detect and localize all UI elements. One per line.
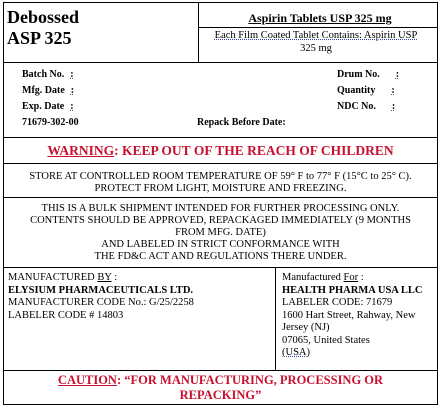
manufacturer-labeler-code: LABELER CODE # 14803 [8,309,124,321]
caution-line-1 [4,373,437,388]
product-name-rule [198,27,437,28]
mfg-date-label: Mfg. Date [22,85,65,96]
ndc-field [337,101,395,112]
distributor-address-4: (USA) [282,347,310,358]
mfg-date-value: : [70,85,75,96]
bulk-rule [4,267,437,268]
exp-date-field [22,101,74,112]
manufacturer-code: MANUFACTURER CODE No.: G/25/2258 [8,297,194,308]
distributor-labeler-code: LABELER CODE: 71679 [282,297,393,308]
debossed-code [7,7,79,49]
quantity-field [337,85,395,96]
distributor-heading [282,272,423,285]
quantity-label: Quantity [337,85,376,96]
caution-text-1: : “FOR MANUFACTURING, PROCESSING OR [116,373,384,387]
product-label [3,2,438,405]
bulk-line-2: CONTENTS SHOULD BE APPROVED, REPACKAGED IMMEDIATELY (9 MONTHS [30,215,411,226]
manufacturer-heading [8,272,194,285]
repack-before-date: Repack Before Date: [197,117,286,128]
product-description-line-2: 325 mg [300,43,332,54]
distributor-block [282,272,423,360]
distributor-address-1: 1600 Hart Street, Rahway, New [282,309,416,321]
fields-rule [4,137,437,138]
drum-value: : [395,69,400,80]
bulk-line-1: THIS IS A BULK SHIPMENT INTENDED FOR FURTHER PROCESSING ONLY. [41,203,400,214]
header-rule [4,62,437,63]
manufacturer-name: ELYSIUM PHARMACEUTICALS LTD. [8,284,194,296]
warning-text: : KEEP OUT OF THE REACH OF CHILDREN [114,143,394,158]
batch-label: Batch No. [22,69,65,80]
ndc-label: NDC No. [337,101,376,112]
storage-line-2: PROTECT FROM LIGHT, MOISTURE AND FREEZING. [94,183,347,194]
storage-rule [4,197,437,198]
debossed-line-2: ASP 325 [7,28,72,48]
drum-label: Drum No. [337,69,380,80]
quantity-value: : [391,85,395,96]
batch-field [22,69,74,80]
distributor-address-3: 07065, United States [282,334,370,346]
distributor-heading-colon: : [358,272,364,283]
batch-value: : [70,69,74,80]
product-description-line-1: Each Film Coated Tablet Contains: Aspirin USP [214,30,418,41]
distributor-name: HEALTH PHARMA USA LLC [282,284,423,296]
manufacturer-heading-colon: : [111,272,118,283]
warning-prefix: WARNING [47,143,115,158]
bulk-line-4: AND LABELED IN STRICT CONFORMANCE WITH [101,239,340,250]
distributor-address-2: Jersey (NJ) [282,322,330,333]
storage-instructions [4,171,437,195]
exp-date-label: Exp. Date [22,101,65,112]
manufacturer-heading-by: BY [97,272,112,283]
distributor-heading-prefix: Manufactured [282,272,344,283]
caution-banner [4,373,437,403]
ndc-value: : [391,101,396,112]
debossed-line-1: Debossed [7,7,80,27]
bulk-shipment-notice [4,203,437,263]
manufacturer-block [8,272,194,322]
distributor-heading-for: For [343,272,359,283]
product-description [198,29,434,55]
exp-date-value: : [70,101,74,112]
storage-line-1: STORE AT CONTROLLED ROOM TEMPERATURE OF 59° F to 77° F (15°C to 25° C). [29,171,412,182]
product-code: 71679-302-00 [22,117,79,128]
drum-field [337,69,399,80]
caution-prefix: CAUTION [57,373,117,387]
manufacturer-rule [4,370,437,371]
product-name: Aspirin Tablets USP 325 mg [248,11,392,25]
bulk-line-3: FROM MFG. DATE) [175,227,266,238]
bulk-line-5: THE FD&C ACT AND REGULATIONS THERE UNDER. [94,251,347,262]
caution-text-2: REPACKING” [179,388,262,402]
mfg-date-field [22,85,74,96]
warning-banner [4,143,437,159]
manufacturer-heading-prefix: MANUFACTURED [8,272,98,283]
manufacturer-divider [275,267,276,370]
warning-rule [4,163,437,164]
